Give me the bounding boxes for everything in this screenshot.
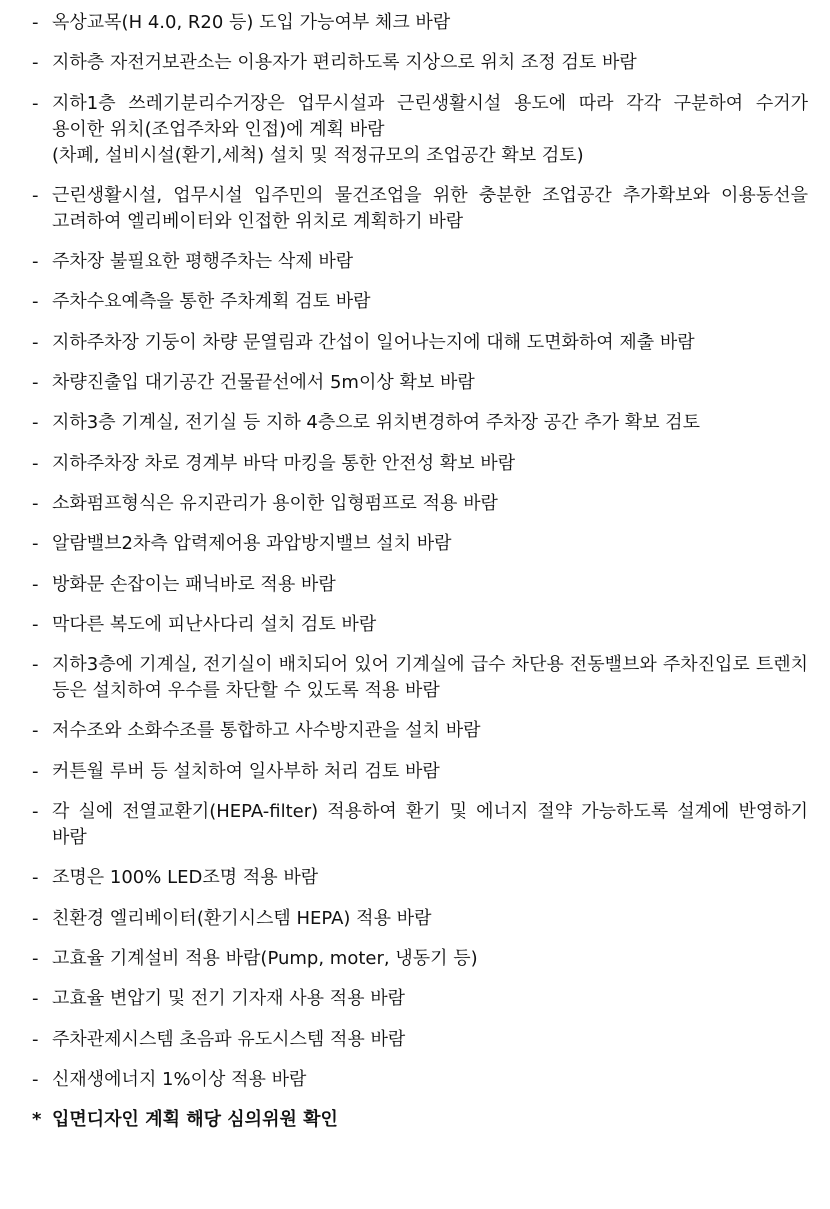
list-item-text: 지하층 자전거보관소는 이용자가 편리하도록 지상으로 위치 조정 검토 바람 <box>52 52 637 74</box>
dash-bullet: - <box>32 492 39 514</box>
asterisk-bullet: * <box>32 1109 42 1131</box>
dash-bullet: - <box>32 372 39 394</box>
dash-bullet: - <box>32 867 39 889</box>
dash-bullet: - <box>32 988 39 1010</box>
list-item <box>32 531 808 557</box>
dash-bullet: - <box>32 907 39 929</box>
closing-note <box>32 1107 808 1133</box>
list-item-text: 지하1층 쓰레기분리수거장은 업무시설과 근린생활시설 용도에 따라 각각 구분하여 수거가 용이한 위치(조업주차와 인접)에 계획 바람 (차폐, 설비시설(환기,세척) 설치 및 적정규모의 조업공간 확보 검토) <box>52 92 808 166</box>
dash-bullet: - <box>32 947 39 969</box>
list-item-text: 소화펌프형식은 유지관리가 용이한 입형펌프로 적용 바람 <box>52 492 498 514</box>
dash-bullet: - <box>32 412 39 434</box>
list-item-text: 고효율 기계설비 적용 바람(Pump, moter, 냉동기 등) <box>52 947 478 969</box>
list-item-text: 옥상교목(H 4.0, R20 등) 도입 가능여부 체크 바람 <box>52 12 451 33</box>
list-item <box>32 986 808 1012</box>
dash-bullet: - <box>32 12 39 33</box>
list-item <box>32 249 808 275</box>
list-item-text: 근린생활시설, 업무시설 입주민의 물건조업을 위한 충분한 조업공간 추가확보와 이용동선을 고려하여 엘리베이터와 인접한 위치로 계획하기 바람 <box>52 184 808 232</box>
list-item <box>32 410 808 436</box>
list-item-text: 지하3층에 기계실, 전기실이 배치되어 있어 기계실에 급수 차단용 전동밸브와 주차진입로 트렌치 등은 설치하여 우수를 차단할 수 있도록 적용 바람 <box>52 654 808 702</box>
dash-bullet: - <box>32 1068 39 1090</box>
list-item <box>32 10 808 36</box>
dash-bullet: - <box>32 92 39 114</box>
dash-bullet: - <box>32 291 39 313</box>
dash-bullet: - <box>32 573 39 595</box>
dash-bullet: - <box>32 1028 39 1050</box>
list-item <box>32 799 808 851</box>
dash-bullet: - <box>32 801 39 823</box>
closing-note-text: 입면디자인 계획 해당 심의위원 확인 <box>52 1109 338 1131</box>
dash-bullet: - <box>32 184 39 206</box>
list-item <box>32 718 808 744</box>
list-item <box>32 652 808 704</box>
list-item-text: 지하3층 기계실, 전기실 등 지하 4층으로 위치변경하여 주차장 공간 추가 확보 검토 <box>52 412 700 434</box>
list-item-text: 커튼월 루버 등 설치하여 일사부하 처리 검토 바람 <box>52 760 440 782</box>
list-item-text: 막다른 복도에 피난사다리 설치 검토 바람 <box>52 613 377 635</box>
dash-bullet: - <box>32 654 39 676</box>
dash-bullet: - <box>32 760 39 782</box>
dash-bullet: - <box>32 52 39 74</box>
list-item <box>32 906 808 932</box>
list-item-text: 주차관제시스템 초음파 유도시스템 적용 바람 <box>52 1028 406 1050</box>
list-item <box>32 1067 808 1093</box>
list-item-text: 지하주차장 기둥이 차량 문열림과 간섭이 일어나는지에 대해 도면화하여 제출 바람 <box>52 331 695 353</box>
list-item <box>32 759 808 785</box>
dash-bullet: - <box>32 613 39 635</box>
list-item-text: 주차장 불필요한 평행주차는 삭제 바람 <box>52 251 354 273</box>
list-item-text: 지하주차장 차로 경계부 바닥 마킹을 통한 안전성 확보 바람 <box>52 452 516 474</box>
dash-bullet: - <box>32 251 39 273</box>
list-item <box>32 91 808 169</box>
list-item-text: 주차수요예측을 통한 주차계획 검토 바람 <box>52 291 371 313</box>
list-item <box>32 330 808 356</box>
list-item <box>32 865 808 891</box>
list-item <box>32 289 808 315</box>
list-item <box>32 1027 808 1053</box>
dash-bullet: - <box>32 331 39 353</box>
list-item <box>32 572 808 598</box>
list-item <box>32 946 808 972</box>
list-item <box>32 370 808 396</box>
list-item-text: 고효율 변압기 및 전기 기자재 사용 적용 바람 <box>52 988 406 1010</box>
list-item-text: 조명은 100% LED조명 적용 바람 <box>52 867 319 889</box>
list-item-text: 알람밸브2차측 압력제어용 과압방지밸브 설치 바람 <box>52 533 452 555</box>
list-item <box>32 491 808 517</box>
dash-bullet: - <box>32 720 39 742</box>
list-item-text: 방화문 손잡이는 패닉바로 적용 바람 <box>52 573 336 595</box>
list-item <box>32 50 808 76</box>
list-item-text: 저수조와 소화수조를 통합하고 사수방지관을 설치 바람 <box>52 720 481 742</box>
list-item <box>32 183 808 235</box>
list-item-text: 각 실에 전열교환기(HEPA-filter) 적용하여 환기 및 에너지 절약 가능하도록 설계에 반영하기 바람 <box>52 801 808 849</box>
list-item-text: 차량진출입 대기공간 건물끝선에서 5m이상 확보 바람 <box>52 372 475 394</box>
list-item-text: 친환경 엘리베이터(환기시스템 HEPA) 적용 바람 <box>52 907 432 929</box>
list-item <box>32 451 808 477</box>
list-item-text: 신재생에너지 1%이상 적용 바람 <box>52 1068 307 1090</box>
dash-bullet: - <box>32 533 39 555</box>
dash-bullet: - <box>32 452 39 474</box>
list-item <box>32 612 808 638</box>
